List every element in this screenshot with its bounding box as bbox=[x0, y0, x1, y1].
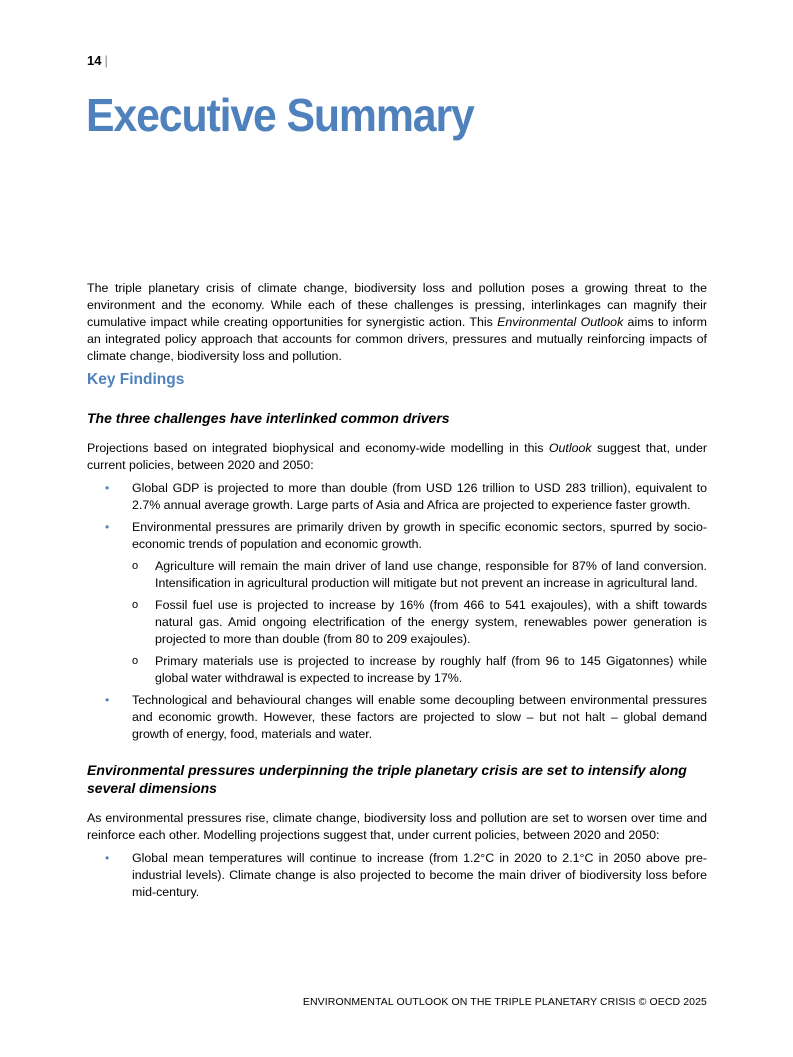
circle-bullet-icon: o bbox=[132, 560, 139, 572]
main-content bbox=[87, 280, 707, 919]
list-item bbox=[105, 850, 707, 901]
sub-list-item bbox=[132, 597, 707, 648]
list-item bbox=[105, 692, 707, 743]
circle-bullet-icon: o bbox=[132, 655, 139, 667]
lead-text-1: Projections based on integrated biophysical and economy-wide modelling in this bbox=[87, 441, 549, 455]
section-1-bullets bbox=[87, 480, 707, 743]
sub-list-item bbox=[132, 558, 707, 592]
page-number-value: 14 bbox=[87, 53, 102, 68]
list-item bbox=[105, 519, 707, 687]
list-item-text: Technological and behavioural changes will enable some decoupling between environmental pressures and economic growth. However, these factors are projected to slow – but not halt – global demand growth of energy, food, materials and water. bbox=[132, 693, 707, 741]
sub-bullets bbox=[132, 558, 707, 687]
bullet-icon: • bbox=[105, 520, 110, 534]
intro-italic: Environmental Outlook bbox=[497, 315, 624, 329]
section-1-lead bbox=[87, 440, 707, 474]
list-item bbox=[105, 480, 707, 514]
section-2-bullets bbox=[87, 850, 707, 901]
section-1-heading: The three challenges have interlinked common drivers bbox=[87, 410, 450, 426]
intro-text-2: aims to inform an integrated policy approach that accounts for common drivers, pressures and mutually reinforcing impacts of climate change, biodiversity loss and pollution. bbox=[87, 315, 708, 363]
bullet-icon: • bbox=[105, 851, 110, 865]
page-title: Executive Summary bbox=[86, 89, 474, 141]
lead-text-2: suggest that, under current policies, between 2020 and 2050: bbox=[87, 441, 707, 472]
bullet-icon: • bbox=[105, 693, 110, 707]
key-findings-heading: Key Findings bbox=[87, 371, 185, 388]
list-item-text: Environmental pressures are primarily driven by growth in specific economic sectors, spurred by socio-economic trends of population and economic growth. bbox=[132, 520, 707, 551]
page-footer: ENVIRONMENTAL OUTLOOK ON THE TRIPLE PLANETARY CRISIS © OECD 2025 bbox=[302, 996, 707, 1008]
lead-italic: Outlook bbox=[548, 441, 592, 455]
page-number-separator: | bbox=[104, 53, 108, 68]
sub-list-item-text: Agriculture will remain the main driver of land use change, responsible for 87% of land conversion. Intensification in agricultural production will mitigate but not prevent an increase in agricultural land. bbox=[155, 559, 707, 590]
circle-bullet-icon: o bbox=[132, 599, 139, 611]
sub-list-item bbox=[132, 653, 707, 687]
sub-list-item-text: Primary materials use is projected to increase by roughly half (from 96 to 145 Gigatonnes) while global water withdrawal is expected to increase by 17%. bbox=[155, 654, 707, 685]
section-2-heading: Environmental pressures underpinning the triple planetary crisis are set to intensify along several dimensions bbox=[87, 762, 687, 796]
list-item-text: Global mean temperatures will continue to increase (from 1.2°C in 2020 to 2.1°C in 2050 above pre-industrial levels). Climate change is also projected to become the main driver of biodiversity loss before mid-century. bbox=[132, 851, 707, 899]
sub-list-item-text: Fossil fuel use is projected to increase by 16% (from 466 to 541 exajoules), with a shift towards natural gas. Amid ongoing electrification of the energy system, renewables power generation is projected to more than double (from 80 to 209 exajoules). bbox=[155, 598, 707, 646]
intro-text-1: The triple planetary crisis of climate change, biodiversity loss and pollution poses a growing threat to the environment and the economy. While each of these challenges is pressing, interlinkages can magnify their cumulative impact while creating opportunities for synergistic action. This bbox=[87, 281, 707, 329]
section-2-lead: As environmental pressures rise, climate change, biodiversity loss and pollution are set to worsen over time and reinforce each other. Modelling projections suggest that, under current policies, between 2020 and 2050: bbox=[87, 811, 707, 842]
intro-paragraph bbox=[87, 280, 707, 365]
list-item-text: Global GDP is projected to more than double (from USD 126 trillion to USD 283 trillion), equivalent to 2.7% annual average growth. Large parts of Asia and Africa are projected to experience faster growth. bbox=[132, 481, 707, 512]
bullet-icon: • bbox=[105, 481, 110, 495]
page-number bbox=[87, 53, 108, 68]
